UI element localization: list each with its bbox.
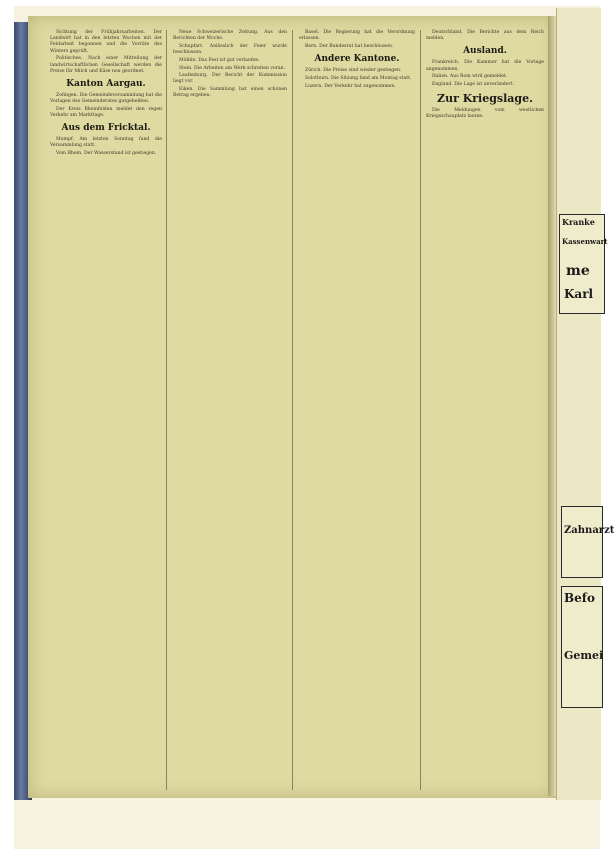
paragraph: Schupfart. Anlässlich der Feier wurde beschlossen. <box>173 43 287 56</box>
column-2 <box>173 30 287 790</box>
paragraph: Der Kreis Rheinfelden meldet den regen Verkehr am Markttage. <box>50 106 162 119</box>
paragraph: Zofingen. Die Gemeindeversammlung hat die Vorlagen des Gemeinderates gutgeheißen. <box>50 92 162 105</box>
paragraph: Vom Rhein. Der Wasserstand ist gestiegen. <box>56 151 157 157</box>
newspaper-page <box>28 16 556 798</box>
column-rule <box>292 30 293 790</box>
paragraph: Stein. Die Arbeiten am Werk schreiten voran. <box>179 65 286 71</box>
section-heading-ausland: Ausland. <box>463 46 507 57</box>
paragraph: England. Die Lage ist unverändert. <box>432 82 514 88</box>
column-rule <box>166 30 167 790</box>
paragraph: Politisches. Nach einer Mitteilung der landwirtschaftlichen Gesellschaft werden die Preise für Milch und Käse neu geordnet. <box>50 56 162 74</box>
paragraph: Möhlin. Das Fest ist gut verlaufen. <box>179 57 260 63</box>
paragraph: Zürich. Die Preise sind wieder gestiegen. <box>305 68 402 74</box>
paragraph: Solothurn. Die Sitzung fand am Montag statt. <box>305 75 412 81</box>
column-1 <box>50 30 162 790</box>
ad-text: me <box>566 263 590 279</box>
section-heading-kriegslage: Zur Kriegslage. <box>437 92 533 106</box>
paragraph: Laufenburg. Der Bericht der Kommission liegt vor. <box>173 73 287 85</box>
ad-text: Kassenwart <box>562 237 608 246</box>
section-heading-kantone: Andere Kantone. <box>314 54 400 65</box>
section-heading-kanton: Kanton Aargau. <box>66 78 146 89</box>
paragraph: Sichtung der Frühjahrsarbeiten. Der Landwirt hat in den letzten Wochen mit der Feldarbeit begonnen und die Vorräte des Winters geprüft. <box>50 30 162 54</box>
column-rule <box>420 30 421 790</box>
advertisement <box>561 586 603 708</box>
ad-text: Gemei <box>564 649 604 662</box>
facing-page <box>556 8 614 800</box>
column-4 <box>426 30 544 790</box>
ad-text: Karl <box>564 287 594 301</box>
paragraph: Deutschland. Die Berichte aus dem Reich melden. <box>426 30 544 42</box>
ad-text: Befo <box>564 591 595 605</box>
paragraph: Eiken. Die Sammlung hat einen schönen Betrag ergeben. <box>173 87 287 99</box>
section-heading-friktal: Aus dem Fricktal. <box>61 123 151 134</box>
paragraph: Luzern. Der Verkehr hat zugenommen. <box>305 83 396 89</box>
advertisement <box>559 214 608 314</box>
paragraph: Frankreich. Die Kammer hat die Vorlage angenommen. <box>426 60 544 72</box>
ad-text: Zahnarzt <box>564 525 614 536</box>
paragraph: Die Meldungen vom westlichen Kriegsschauplatz lauten. <box>426 108 544 120</box>
paragraph: Neue Schweizerische Zeitung. Aus den Berichten der Woche. <box>173 30 287 42</box>
column-3 <box>299 30 415 790</box>
paragraph: Bern. Der Bundesrat hat beschlossen. <box>305 43 394 49</box>
ad-text: Kranke <box>562 217 595 227</box>
paragraph: Mumpf. Am letzten Sonntag fand die Versammlung statt. <box>50 137 162 149</box>
paragraph: Basel. Die Regierung hat die Verordnung erlassen. <box>299 30 415 42</box>
advertisement <box>561 506 614 578</box>
paragraph: Italien. Aus Rom wird gemeldet. <box>432 74 508 80</box>
